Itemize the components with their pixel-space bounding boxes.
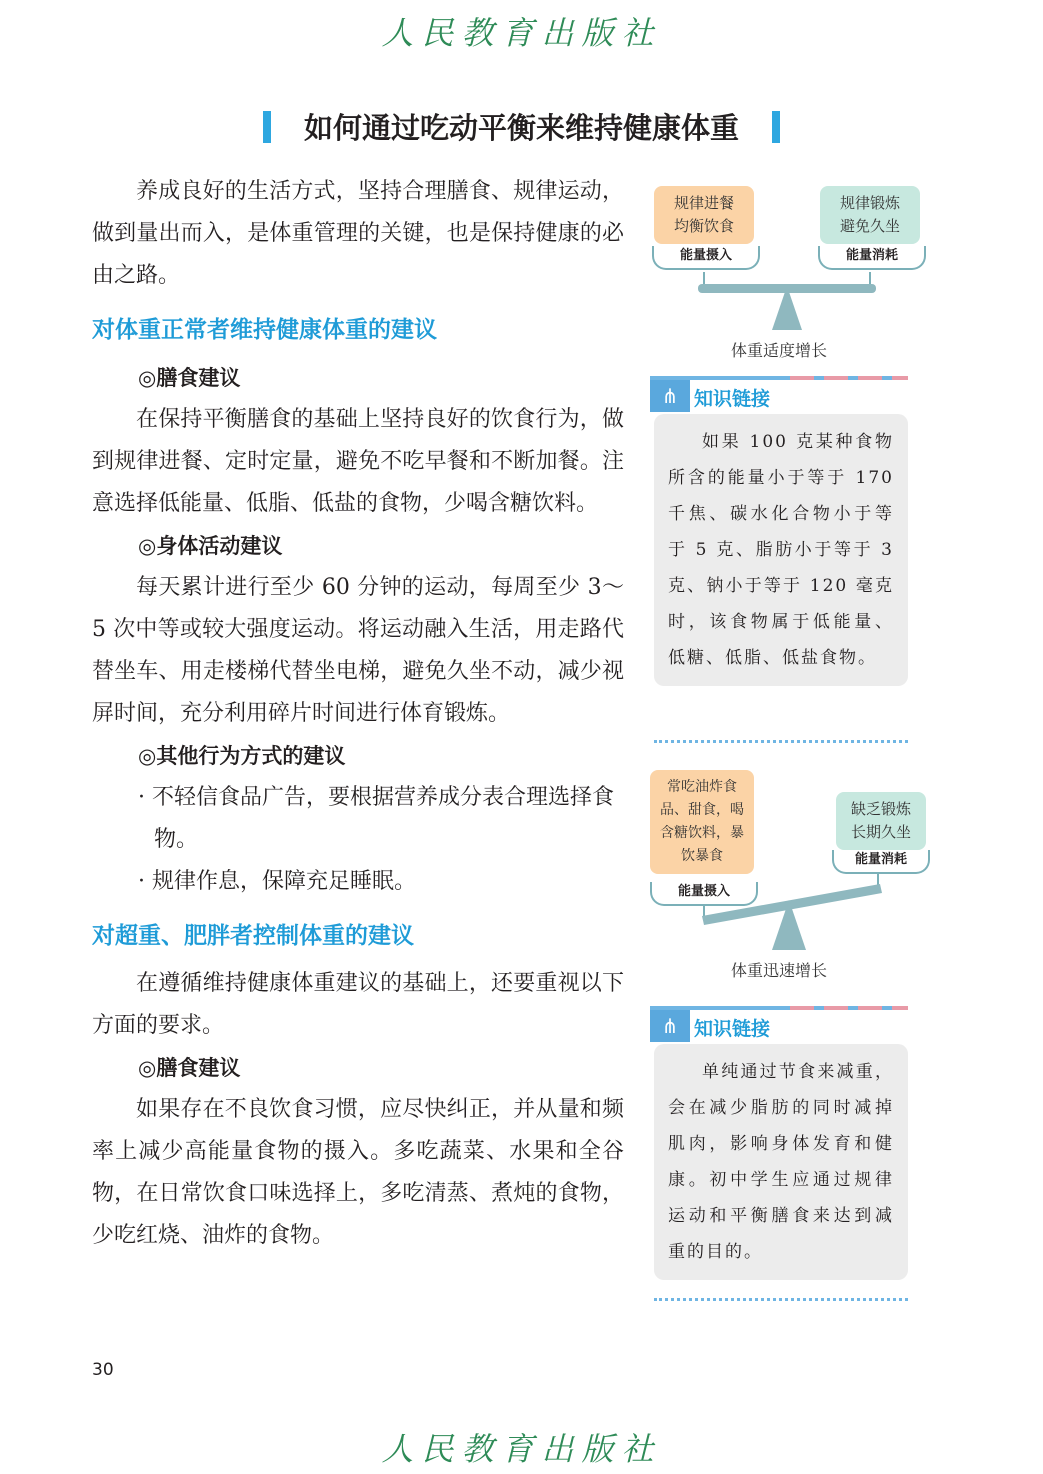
section1-activity-text: 每天累计进行至少 60 分钟的运动，每周至少 3～5 次中等或较大强度运动。将运动融入生活，用走路代替坐车、用走楼梯代替坐电梯，避免久坐不动，减少视屏时间，充分利用碎片时间进行体育锻炼。	[92, 575, 624, 726]
section1-other-heading: ◎其他行为方式的建议	[138, 744, 346, 768]
section2-intro: 在遵循维持健康体重建议的基础上，还要重视以下方面的要求。	[92, 971, 624, 1038]
kb-content	[654, 414, 908, 686]
left-weight-line: 规律进餐	[673, 194, 734, 212]
right-weight-line: 长期久坐	[850, 823, 911, 841]
knowledge-box-2	[650, 1006, 908, 1306]
kb-stripes	[790, 1006, 908, 1010]
kb-text: 如果 100 克某种食物所含的能量小于等于 170 千焦、碳水化合物小于等于 5 克、脂肪小于等于 3 克、钠小于等于 120 毫克时，该食物属于低能量、低糖、低脂、低盐食物。	[668, 432, 894, 668]
section2-heading: 对超重、肥胖者控制体重的建议	[92, 923, 414, 949]
page-number: 30	[92, 1360, 114, 1380]
title-bar-left	[263, 111, 271, 143]
balance-scale-icon	[648, 770, 928, 960]
kb-label: 知识链接	[694, 388, 771, 410]
right-pan: 能量消耗	[818, 246, 926, 270]
right-weight-line: 规律锻炼	[839, 194, 900, 212]
scale-illustration-tilted	[648, 770, 910, 985]
scale-caption: 体重适度增长	[730, 341, 827, 360]
left-pan: 能量摄入	[652, 246, 760, 270]
publisher-logo-top: 人民教育出版社	[381, 14, 662, 52]
section1-diet-text: 在保持平衡膳食的基础上坚持良好的饮食行为，做到规律进餐、定时定量，避免不吃早餐和不断加餐。注意选择低能量、低脂、低盐的食物，少喝含糖饮料。	[92, 407, 624, 516]
section1-heading: 对体重正常者维持健康体重的建议	[92, 317, 437, 343]
page-title-text: 如何通过吃动平衡来维持健康体重	[303, 111, 739, 145]
scale-illustration-balanced	[648, 180, 910, 365]
section1-activity-heading: ◎身体活动建议	[138, 534, 283, 558]
kb-content	[654, 1044, 908, 1280]
left-weight-line: 均衡饮食	[673, 217, 734, 235]
title-bar-right	[772, 111, 780, 143]
bullet-item: · 不轻信食品广告，要根据营养成分表合理选择食物。	[138, 785, 614, 852]
section2-diet-text: 如果存在不良饮食习惯，应尽快纠正，并从量和频率上减少高能量食物的摄入。多吃蔬菜、水果和全谷物，在日常饮食口味选择上，多吃清蒸、煮炖的食物，少吃红烧、油炸的食物。	[92, 1097, 624, 1248]
page-title	[0, 106, 1043, 147]
section2-diet-heading: ◎膳食建议	[138, 1056, 241, 1080]
balance-scale-icon	[648, 180, 928, 340]
publisher-logo-bottom: 人民教育出版社	[381, 1430, 662, 1468]
intro-paragraph: 养成良好的生活方式，坚持合理膳食、规律运动，做到量出而入，是体重管理的关键，也是保持健康的必由之路。	[92, 179, 624, 288]
main-column	[92, 171, 624, 1257]
section1-diet-heading: ◎膳食建议	[138, 366, 241, 390]
left-pan: 能量摄入	[650, 882, 758, 906]
right-weight-line: 避免久坐	[839, 217, 900, 235]
left-weight-line: 饮暴食	[681, 848, 723, 864]
share-icon: ⋔	[650, 1010, 690, 1042]
left-weight-line: 常吃油炸食	[667, 779, 737, 795]
left-weight-line: 含糖饮料，暴	[660, 825, 744, 841]
share-icon: ⋔	[650, 380, 690, 412]
right-pan: 能量消耗	[832, 850, 930, 874]
knowledge-box-1	[650, 376, 908, 748]
kb-text: 单纯通过节食来减重，会在减少脂肪的同时减掉肌肉，影响身体发育和健康。初中学生应通过规律运动和平衡膳食来达到减重的目的。	[668, 1062, 894, 1262]
scale-caption: 体重迅速增长	[730, 961, 827, 980]
kb-divider	[654, 1298, 908, 1301]
kb-stripes	[790, 376, 908, 380]
kb-label: 知识链接	[694, 1018, 771, 1040]
bullet-item: · 规律作息，保障充足睡眠。	[138, 869, 416, 894]
left-weight-line: 品、甜食，喝	[660, 802, 744, 818]
right-weight-line: 缺乏锻炼	[850, 800, 911, 818]
kb-divider	[654, 740, 908, 743]
